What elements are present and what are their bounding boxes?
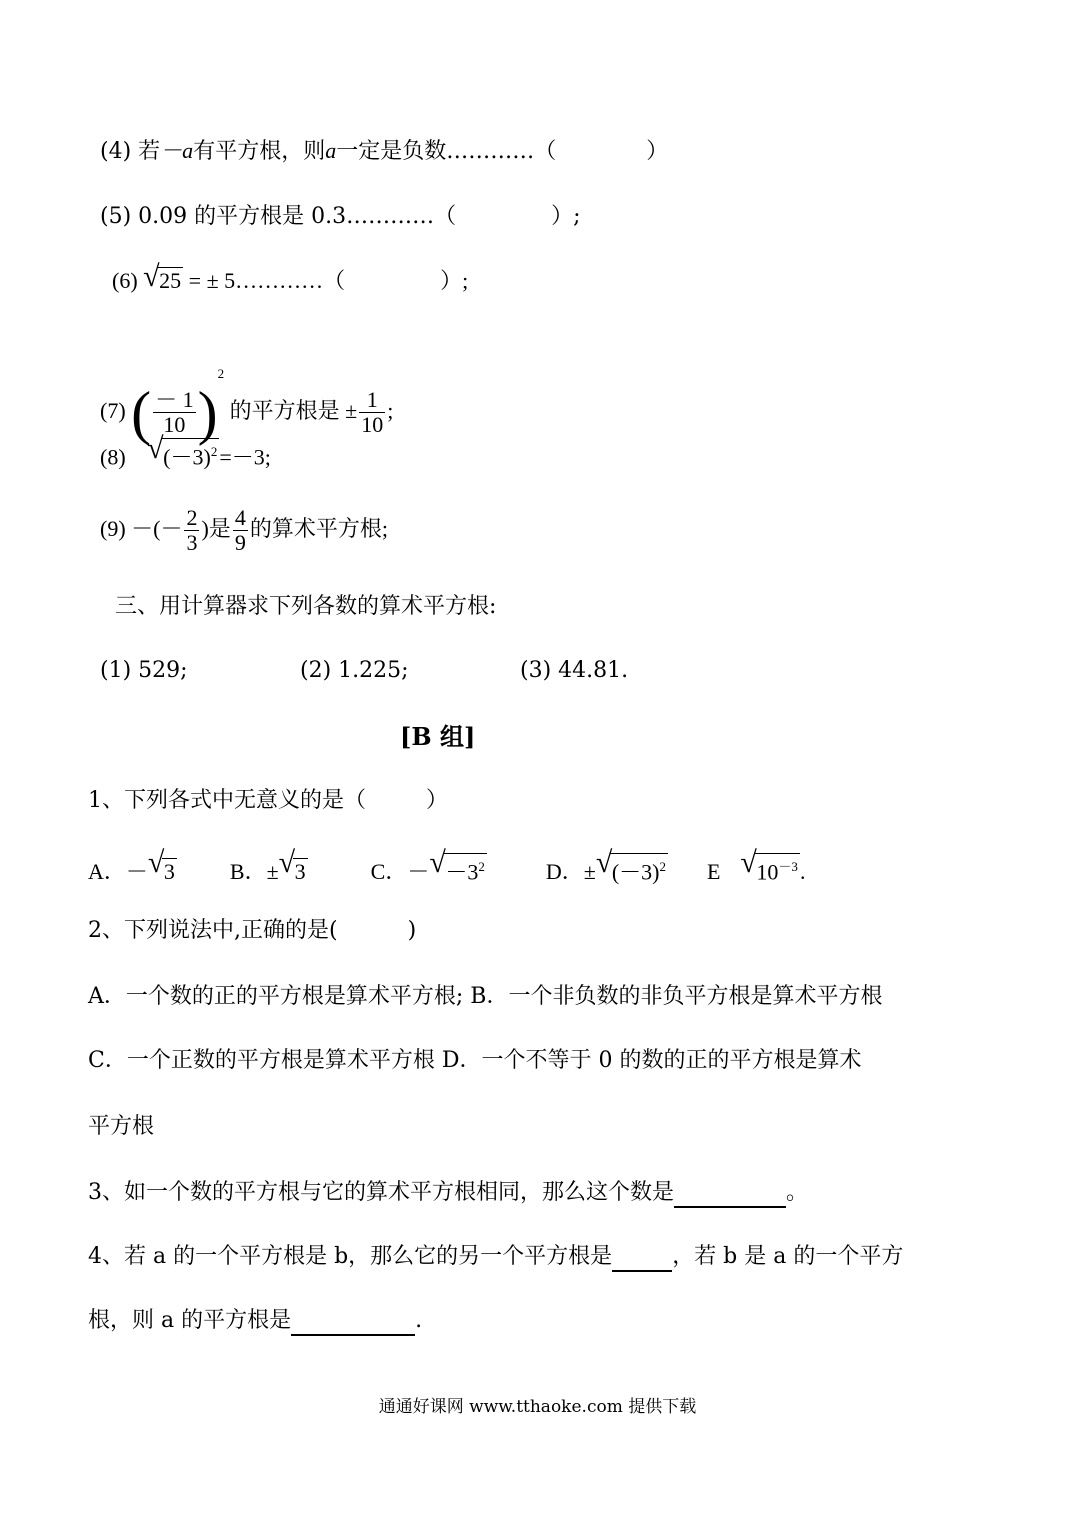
answer-blank[interactable] — [612, 1248, 672, 1272]
b-question-4-line-1: 4、若 a 的一个平方根是 b，那么它的另一个平方根是 ，若 b 是 a 的一个平方 — [88, 1242, 903, 1272]
b-question-3: 3、如一个数的平方根与它的算术平方根相同，那么这个数是 。 — [88, 1178, 808, 1208]
b-question-1-options — [88, 846, 806, 892]
item-4: (4) 若－a有平方根，则a一定是负数…………（ ） — [100, 138, 669, 164]
b-question-2-line-3: 平方根 — [88, 1114, 155, 1139]
b-question-1: 1、下列各式中无意义的是（ ） — [88, 788, 449, 813]
option-a: A．－ √ 3 — [88, 846, 175, 884]
section-3-heading: 三、用计算器求下列各数的算术平方根: — [115, 594, 497, 619]
section-3-item-3: (3) 44.81. — [520, 658, 629, 683]
b-question-2-line-1: A．一个数的正的平方根是算术平方根; B．一个非负数的非负平方根是算术平方根 — [88, 984, 883, 1009]
option-b: B．± √ 3 — [229, 846, 306, 884]
footer: 通通好课网 www.tthaoke.com 提供下载 — [378, 1397, 697, 1417]
option-e: E √ $10^{-3}$. — [706, 846, 806, 884]
item-6: (6) √ 25 = ± 5…………（ ）; — [112, 266, 468, 296]
b-question-4-line-2: 根，则 a 的平方根是 . — [88, 1306, 422, 1336]
fraction-neg-1-10: $\frac{- 1}{10}$ — [155, 387, 194, 438]
section-3-item-2: (2) 1.225; — [300, 658, 409, 683]
fraction-2-3: $\frac{2}{3}$ — [186, 505, 198, 556]
b-question-2-line-2: C．一个正数的平方根是算术平方根 D．一个不等于 0 的数的正的平方根是算术 — [88, 1048, 862, 1073]
option-c: C．－ √ $-3^2$ — [370, 846, 485, 884]
fraction-4-9: $\frac{4}{9}$ — [234, 505, 246, 556]
answer-blank[interactable] — [291, 1312, 415, 1336]
option-d: D．± √ $(-3)^2$ — [545, 846, 666, 884]
group-b-title: [B 组] — [400, 722, 476, 751]
sqrt-neg3-squared: √ $(-3)^2$ — [147, 432, 218, 470]
answer-blank[interactable] — [674, 1184, 786, 1208]
item-8: (8) √ $(-3)^2=-3$; — [100, 438, 271, 472]
sqrt-25: √ 25 — [143, 260, 182, 293]
b-question-2: 2、下列说法中,正确的是( ) — [88, 918, 417, 943]
item-7: (7) ( $\frac{- 1}{10}$ )$^2$ 的平方根是 ± $\frac{1}{10}$ ; — [100, 366, 394, 446]
section-3-item-1: (1) 529; — [100, 658, 188, 683]
item-9: (9) －(－ $\frac{2}{3}$ )是 $\frac{4}{9}$ 的算术平方根; — [100, 505, 388, 556]
item-5: (5) 0.09 的平方根是 0.3…………（ ）; — [100, 204, 581, 229]
fraction-1-10: $\frac{1}{10}$ — [361, 387, 384, 438]
